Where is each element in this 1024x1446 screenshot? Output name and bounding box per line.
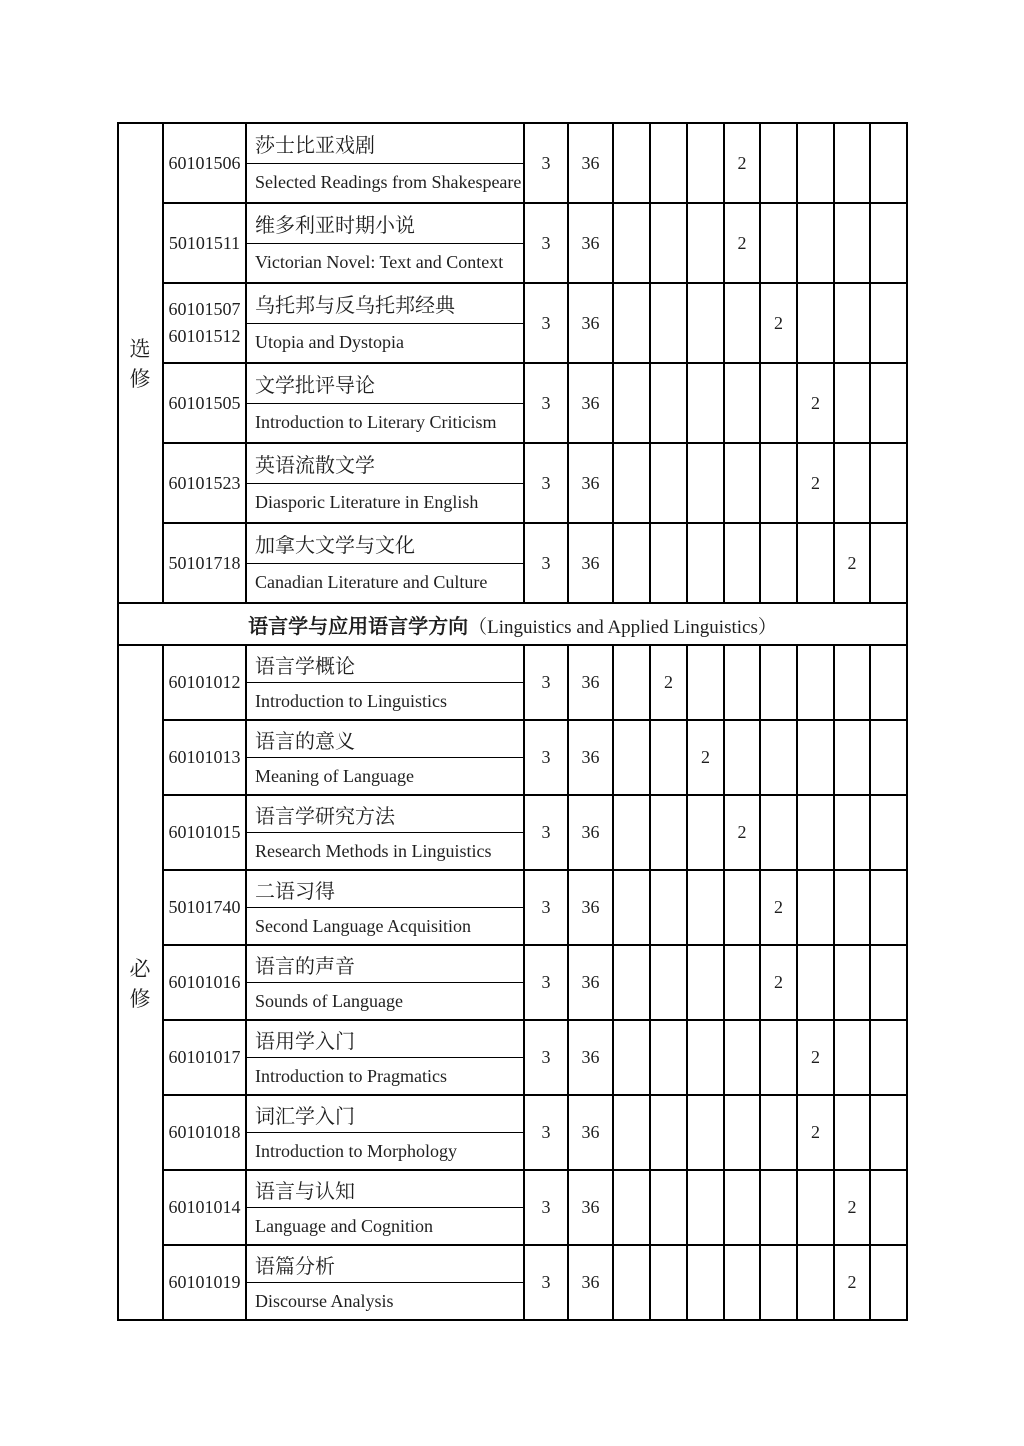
semester-cell xyxy=(724,645,760,720)
semester-cell xyxy=(760,523,797,603)
semester-cell xyxy=(613,283,650,363)
semester-cell xyxy=(870,1095,907,1170)
course-name-en: Introduction to Morphology xyxy=(246,1133,524,1171)
semester-cell xyxy=(687,443,724,523)
semester-cell: 2 xyxy=(760,283,797,363)
course-code: 60101506 xyxy=(168,152,241,173)
course-name-zh: 莎士比亚戏剧 xyxy=(246,123,524,163)
semester-cell: 2 xyxy=(834,1245,870,1320)
semester-cell xyxy=(760,1020,797,1095)
semester-cell xyxy=(797,645,834,720)
semester-cell xyxy=(613,1170,650,1245)
semester-cell xyxy=(724,1245,760,1320)
semester-cell xyxy=(650,1245,687,1320)
course-name-zh: 语言与认知 xyxy=(246,1170,524,1208)
semester-cell xyxy=(870,123,907,203)
semester-cell xyxy=(613,645,650,720)
semester-cell xyxy=(613,720,650,795)
credits-cell: 3 xyxy=(524,645,568,720)
course-code-cell xyxy=(163,1170,246,1245)
semester-cell xyxy=(870,363,907,443)
semester-cell xyxy=(613,870,650,945)
course-code: 50101718 xyxy=(168,552,241,573)
semester-cell xyxy=(760,363,797,443)
course-code-cell xyxy=(163,1245,246,1320)
course-code: 50101740 xyxy=(168,897,241,917)
hours-cell: 36 xyxy=(568,123,613,203)
course-code-cell xyxy=(163,123,246,203)
semester-cell xyxy=(724,363,760,443)
course-code: 60101014 xyxy=(168,1197,241,1217)
semester-cell xyxy=(650,523,687,603)
semester-cell xyxy=(724,443,760,523)
credits-cell: 3 xyxy=(524,795,568,870)
semester-cell xyxy=(687,945,724,1020)
semester-cell xyxy=(613,123,650,203)
semester-cell: 2 xyxy=(760,945,797,1020)
credits-cell: 3 xyxy=(524,720,568,795)
semester-cell xyxy=(687,523,724,603)
course-row xyxy=(118,283,907,323)
semester-cell xyxy=(613,203,650,283)
hours-cell: 36 xyxy=(568,795,613,870)
semester-cell xyxy=(870,645,907,720)
course-name-zh: 词汇学入门 xyxy=(246,1095,524,1133)
course-name-zh: 语言的意义 xyxy=(246,720,524,758)
credits-cell: 3 xyxy=(524,1170,568,1245)
semester-cell xyxy=(650,1170,687,1245)
course-name-en: Introduction to Linguistics xyxy=(246,683,524,721)
semester-cell xyxy=(613,1095,650,1170)
section-divider-row xyxy=(118,603,907,645)
semester-cell xyxy=(724,1095,760,1170)
hours-cell: 36 xyxy=(568,1170,613,1245)
course-row xyxy=(118,945,907,983)
course-name-zh: 语篇分析 xyxy=(246,1245,524,1283)
credits-cell: 3 xyxy=(524,123,568,203)
course-name-en: Selected Readings from Shakespeare xyxy=(246,163,524,203)
course-row xyxy=(118,1095,907,1133)
hours-cell: 36 xyxy=(568,1245,613,1320)
semester-cell xyxy=(760,720,797,795)
semester-cell xyxy=(797,283,834,363)
hours-cell: 36 xyxy=(568,283,613,363)
semester-cell xyxy=(760,443,797,523)
semester-cell xyxy=(650,945,687,1020)
category-cell: 选修 xyxy=(118,123,163,603)
semester-cell xyxy=(650,363,687,443)
semester-cell xyxy=(870,1020,907,1095)
semester-cell xyxy=(687,283,724,363)
course-name-en: Introduction to Pragmatics xyxy=(246,1058,524,1096)
course-name-zh: 语用学入门 xyxy=(246,1020,524,1058)
course-row xyxy=(118,1020,907,1058)
section-title-zh: 语言学与应用语言学方向 xyxy=(248,615,469,638)
course-code-cell xyxy=(163,283,246,363)
semester-cell xyxy=(650,870,687,945)
semester-cell: 2 xyxy=(650,645,687,720)
credits-cell: 3 xyxy=(524,945,568,1020)
hours-cell: 36 xyxy=(568,1095,613,1170)
course-name-en: Discourse Analysis xyxy=(246,1283,524,1321)
semester-cell xyxy=(650,443,687,523)
semester-cell xyxy=(687,795,724,870)
semester-cell: 2 xyxy=(724,203,760,283)
hours-cell: 36 xyxy=(568,1020,613,1095)
course-code: 60101512 xyxy=(168,326,241,346)
semester-cell xyxy=(834,645,870,720)
course-name-en: Sounds of Language xyxy=(246,983,524,1021)
semester-cell xyxy=(687,123,724,203)
semester-cell xyxy=(870,795,907,870)
course-row xyxy=(118,1245,907,1283)
course-code: 60101017 xyxy=(168,1047,241,1067)
course-code: 60101016 xyxy=(168,972,241,992)
semester-cell xyxy=(724,1170,760,1245)
semester-cell xyxy=(724,945,760,1020)
course-name-zh: 文学批评导论 xyxy=(246,363,524,403)
credits-cell: 3 xyxy=(524,1095,568,1170)
course-row xyxy=(118,870,907,908)
semester-cell xyxy=(613,443,650,523)
semester-cell xyxy=(797,720,834,795)
course-name-en: Victorian Novel: Text and Context xyxy=(246,243,524,283)
semester-cell xyxy=(650,1095,687,1170)
course-name-en: Research Methods in Linguistics xyxy=(246,833,524,871)
semester-cell xyxy=(834,363,870,443)
semester-cell xyxy=(834,1095,870,1170)
semester-cell xyxy=(797,1245,834,1320)
course-code-cell xyxy=(163,645,246,720)
semester-cell xyxy=(687,1245,724,1320)
semester-cell xyxy=(687,1170,724,1245)
semester-cell xyxy=(687,203,724,283)
semester-cell xyxy=(760,645,797,720)
semester-cell xyxy=(650,720,687,795)
semester-cell xyxy=(834,283,870,363)
semester-cell xyxy=(870,1170,907,1245)
course-code-cell xyxy=(163,870,246,945)
semester-cell xyxy=(870,720,907,795)
course-row xyxy=(118,203,907,243)
credits-cell: 3 xyxy=(524,1020,568,1095)
course-code-cell xyxy=(163,363,246,443)
course-row xyxy=(118,645,907,683)
course-name-en: Introduction to Literary Criticism xyxy=(246,403,524,443)
hours-cell: 36 xyxy=(568,645,613,720)
semester-cell xyxy=(724,523,760,603)
course-name-en: Utopia and Dystopia xyxy=(246,323,524,363)
credits-cell: 3 xyxy=(524,523,568,603)
course-code: 60101018 xyxy=(168,1122,241,1142)
semester-cell xyxy=(834,443,870,523)
hours-cell: 36 xyxy=(568,720,613,795)
semester-cell xyxy=(724,720,760,795)
semester-cell xyxy=(834,945,870,1020)
semester-cell: 2 xyxy=(797,443,834,523)
course-code-cell xyxy=(163,1095,246,1170)
semester-cell xyxy=(797,203,834,283)
semester-cell xyxy=(613,1245,650,1320)
course-code: 60101507 xyxy=(168,299,241,319)
table-body xyxy=(118,123,907,1320)
course-row xyxy=(118,443,907,483)
semester-cell xyxy=(687,363,724,443)
course-name-en: Meaning of Language xyxy=(246,758,524,796)
semester-cell xyxy=(834,1020,870,1095)
credits-cell: 3 xyxy=(524,443,568,523)
course-name-en: Diasporic Literature in English xyxy=(246,483,524,523)
section-title-en: （Linguistics and Applied Linguistics） xyxy=(468,616,777,638)
semester-cell xyxy=(760,1170,797,1245)
semester-cell: 2 xyxy=(797,1095,834,1170)
course-code: 60101019 xyxy=(168,1272,241,1292)
course-code-cell xyxy=(163,203,246,283)
semester-cell: 2 xyxy=(834,1170,870,1245)
semester-cell xyxy=(870,1245,907,1320)
course-code-cell xyxy=(163,720,246,795)
course-name-en: Language and Cognition xyxy=(246,1208,524,1246)
semester-cell: 2 xyxy=(760,870,797,945)
course-name-zh: 语言的声音 xyxy=(246,945,524,983)
course-name-zh: 二语习得 xyxy=(246,870,524,908)
semester-cell xyxy=(870,283,907,363)
semester-cell xyxy=(724,870,760,945)
semester-cell xyxy=(613,1020,650,1095)
hours-cell: 36 xyxy=(568,523,613,603)
semester-cell xyxy=(870,443,907,523)
semester-cell xyxy=(834,123,870,203)
semester-cell xyxy=(687,1020,724,1095)
semester-cell xyxy=(613,523,650,603)
credits-cell: 3 xyxy=(524,203,568,283)
semester-cell xyxy=(797,795,834,870)
semester-cell xyxy=(650,1020,687,1095)
semester-cell xyxy=(834,795,870,870)
course-row xyxy=(118,123,907,163)
semester-cell xyxy=(724,1020,760,1095)
semester-cell: 2 xyxy=(724,123,760,203)
course-code-cell xyxy=(163,523,246,603)
credits-cell: 3 xyxy=(524,283,568,363)
semester-cell xyxy=(687,645,724,720)
course-code: 60101013 xyxy=(168,747,241,767)
course-row xyxy=(118,720,907,758)
course-name-zh: 加拿大文学与文化 xyxy=(246,523,524,563)
semester-cell xyxy=(870,203,907,283)
course-row xyxy=(118,363,907,403)
course-code-cell xyxy=(163,945,246,1020)
semester-cell xyxy=(870,523,907,603)
semester-cell xyxy=(650,795,687,870)
course-code-cell xyxy=(163,1020,246,1095)
semester-cell: 2 xyxy=(797,363,834,443)
semester-cell xyxy=(834,870,870,945)
hours-cell: 36 xyxy=(568,870,613,945)
semester-cell: 2 xyxy=(797,1020,834,1095)
course-code: 60101523 xyxy=(168,472,241,493)
semester-cell xyxy=(834,720,870,795)
semester-cell xyxy=(650,123,687,203)
semester-cell xyxy=(613,795,650,870)
semester-cell xyxy=(797,123,834,203)
course-name-zh: 语言学概论 xyxy=(246,645,524,683)
semester-cell xyxy=(870,945,907,1020)
semester-cell xyxy=(687,1095,724,1170)
course-code: 60101015 xyxy=(168,822,241,842)
course-name-zh: 维多利亚时期小说 xyxy=(246,203,524,243)
course-code: 50101511 xyxy=(168,232,241,253)
credits-cell: 3 xyxy=(524,1245,568,1320)
course-name-zh: 英语流散文学 xyxy=(246,443,524,483)
semester-cell: 2 xyxy=(687,720,724,795)
semester-cell xyxy=(834,203,870,283)
course-name-en: Canadian Literature and Culture xyxy=(246,563,524,603)
semester-cell xyxy=(613,363,650,443)
semester-cell xyxy=(724,283,760,363)
semester-cell xyxy=(870,870,907,945)
semester-cell xyxy=(760,795,797,870)
hours-cell: 36 xyxy=(568,203,613,283)
course-name-zh: 语言学研究方法 xyxy=(246,795,524,833)
hours-cell: 36 xyxy=(568,443,613,523)
semester-cell xyxy=(760,203,797,283)
course-code: 60101505 xyxy=(168,392,241,413)
semester-cell xyxy=(797,870,834,945)
course-name-en: Second Language Acquisition xyxy=(246,908,524,946)
semester-cell xyxy=(650,283,687,363)
semester-cell xyxy=(650,203,687,283)
credits-cell: 3 xyxy=(524,363,568,443)
curriculum-table xyxy=(117,122,908,1321)
semester-cell xyxy=(760,1095,797,1170)
credits-cell: 3 xyxy=(524,870,568,945)
course-row xyxy=(118,1170,907,1208)
course-row xyxy=(118,523,907,563)
course-name-zh: 乌托邦与反乌托邦经典 xyxy=(246,283,524,323)
semester-cell xyxy=(760,123,797,203)
semester-cell xyxy=(760,1245,797,1320)
course-code-cell xyxy=(163,795,246,870)
semester-cell xyxy=(687,870,724,945)
section-divider-cell xyxy=(118,603,907,645)
semester-cell: 2 xyxy=(834,523,870,603)
category-cell: 必修 xyxy=(118,645,163,1320)
hours-cell: 36 xyxy=(568,363,613,443)
semester-cell xyxy=(613,945,650,1020)
course-code: 60101012 xyxy=(168,672,241,692)
semester-cell xyxy=(797,1170,834,1245)
semester-cell xyxy=(797,523,834,603)
course-row xyxy=(118,795,907,833)
hours-cell: 36 xyxy=(568,945,613,1020)
course-code-cell xyxy=(163,443,246,523)
semester-cell: 2 xyxy=(724,795,760,870)
semester-cell xyxy=(797,945,834,1020)
